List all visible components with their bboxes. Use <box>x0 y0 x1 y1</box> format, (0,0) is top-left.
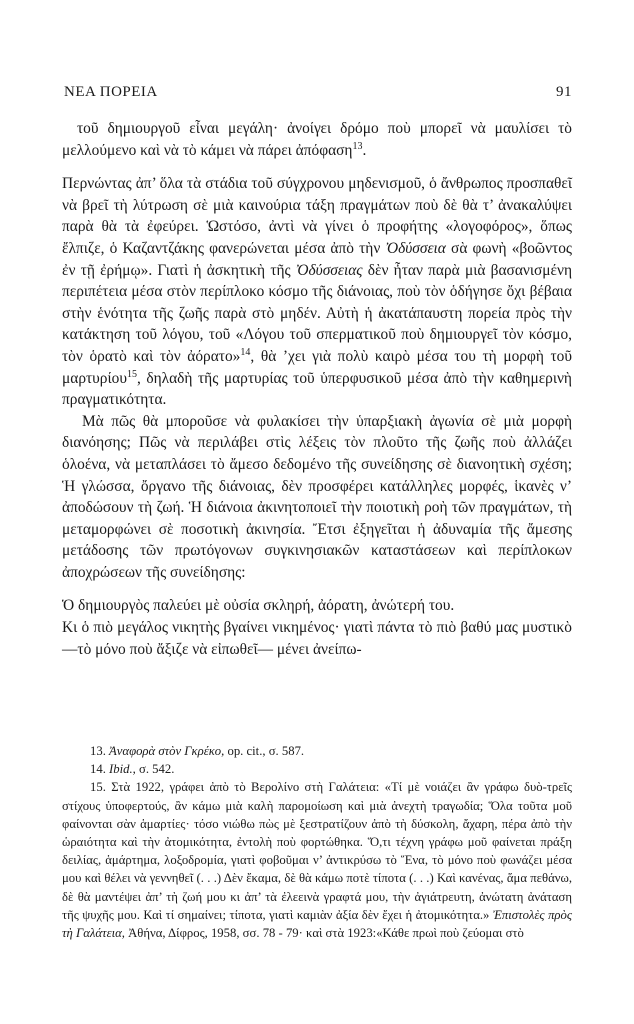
paragraph-text: δὲν ἦταν παρὰ μιὰ βασανισμένη περιπέτεια μέσα στὸν περίπλοκο κόσμο τῆς διάνοιας, ποὺ τὸν ὁδήγησε ὄχι βέβαια στὴν ἑνότητα τῆς ζωῆς παρὰ στὸ μηδέν. Αὐτὴ ἡ ἀκατάπαυστη πορεία πρὸς τὴν κατάκτηση τοῦ λόγου, τοῦ «Λόγου τοῦ σπερματικοῦ ποὺ δημιουργεῖ τὸν κόσμο, τὸν ὁρατὸ καὶ τὸν ἀόρατο» <box>62 261 572 365</box>
footnote-separator <box>62 733 572 735</box>
quote-line: Κι ὁ πιὸ μεγάλος νικητὴς βγαίνει νικημένος· γιατὶ πάντα τὸ πιὸ βαθύ μας μυστικὸ —τὸ μόνο ποὺ ἄξιζε νὰ εἰπωθεῖ— μένει ἀνείπω- <box>62 619 572 658</box>
page-number: 91 <box>556 84 572 100</box>
footnote-ref-15[interactable]: 15 <box>126 368 137 380</box>
footnote-ref-14[interactable]: 14 <box>240 346 251 358</box>
footnote-ref-13[interactable]: 13 <box>352 140 363 152</box>
main-text <box>62 118 572 660</box>
footnote-title: Ἀναφορὰ στὸν Γκρέκο, <box>109 744 225 758</box>
footnote-number: 13. <box>90 744 106 758</box>
footnote-13 <box>62 742 572 760</box>
footnote-text: σ. 542. <box>135 762 175 777</box>
running-title: ΝΕΑ ΠΟΡΕΙΑ <box>64 84 158 100</box>
footnote-14 <box>62 760 572 778</box>
running-header <box>64 84 572 108</box>
quote-line: Ὁ δημιουργὸς παλεύει μὲ οὐσία σκληρή, ἀόρατη, ἀνώτερή του. <box>62 597 455 615</box>
book-title: Ὀδύσσεια <box>385 239 446 257</box>
book-title: Ὀδύσσειας <box>295 261 363 279</box>
paragraph <box>62 173 572 411</box>
footnote-ibid: Ibid., <box>109 762 136 777</box>
footnote-title: Ἐπιστολὲς πρὸς τὴ Γαλάτεια, <box>62 907 573 941</box>
footnote-text: op. cit., σ. 587. <box>224 744 305 758</box>
footnote-text: 15. Στὰ 1922, γράφει ἀπὸ τὸ Βερολίνο στὴ Γαλάτεια: «Τί μὲ νοιάζει ἂν γράφω δυὸ-τρεῖς στίχους ὑποφερτούς, ἂν κάμω μιὰ καλὴ παρομοίωση καὶ μιὰ ἀνεχτὴ τραγωδία; Ὅλα τοῦτα μοῦ φαίνονται σὰν ἁμαρτίες· τόσο νιώθω πὼς μὲ ξεστρατίζουν ἀπὸ τὴ δύσκολη, ἄχαρη, πέρα ἀπὸ τὴν ὡραιότητα καὶ τὴν ἀτομικότητα, ἐντολὴ ποὺ φορτώθηκα. Ὅ,τι τέχνη γράφω μοῦ φαίνεται πράξη δειλίας, ἁμάρτημα, λοξοδρομία, γιατὶ φοβοῦμαι ν’ ἀντικρύσω τὸ Ἕνα, τὸ μόνο ποὺ φωνάζει μέσα μου καὶ θέλει νὰ γεννηθεῖ (. . .) Δὲν ἔκαμα, δὲ θὰ κάμω ποτὲ τίποτα (. . .) Καὶ κανένας, ἅμα πεθάνω, δὲ θὰ μαντέψει ἀπ’ τὴ ζωή μου κι ἀπ’ τὰ ἐλεεινὰ γραφτά μου, τὴν ἀγιάτρευτη, ἀνώτατη ἀνάταση τῆς ψυχῆς μου. Καὶ τί σημαίνει; τίποτα, γιατὶ καμιὰν ἀξία δὲν ἔχει ἡ ἀτομικότητα.» <box>62 780 572 922</box>
footnotes <box>62 742 572 942</box>
paragraph-text-end: . <box>362 141 367 159</box>
paragraph-text: , θὰ ’χει γιὰ πολὺ καιρὸ μέσα του τὴ μορφὴ τοῦ μαρτυρίου <box>62 347 572 387</box>
paragraph-text: , δηλαδὴ τῆς μαρτυρίας τοῦ ὑπερφυσικοῦ μέσα ἀπὸ τὴν καθημερινὴ πραγματικότητα. <box>62 369 572 409</box>
paragraph-text: σὰ φωνὴ «βοῶντος ἐν τῇ ἐρήμῳ». Γιατὶ ἡ ἀσκητικὴ τῆς <box>62 239 572 279</box>
paragraph-text: τοῦ δημιουργοῦ εἶναι μεγάλη· ἀνοίγει δρόμο ποὺ μπορεῖ νὰ μαυλίσει τὸ μελλούμενο καὶ νὰ τὸ κάμει νὰ πάρει ἀπόφαση <box>62 120 572 159</box>
paragraph-continued <box>62 118 572 161</box>
block-quote <box>62 595 572 660</box>
footnote-text: Ἀθήνα, Δίφρος, 1958, σσ. 78 - 79· καὶ στὰ 1923:«Κάθε πρωὶ ποὺ ζεύομαι στὸ <box>124 926 524 941</box>
paragraph: Μὰ πῶς θὰ μποροῦσε νὰ φυλακίσει τὴν ὑπαρξιακὴ ἀγωνία σὲ μιὰ μορφὴ διανόησης; Πῶς νὰ περιλάβει στὶς λέξεις τὸν πλοῦτο τῆς ζωῆς ποὺ ἀλλάζει ὁλοένα, νὰ μεταπλάσει τὸ ἄμεσο δεδομένο τῆς συνείδησης σὲ διανοητικὴ σχέση; Ἡ γλώσσα, ὄργανο τῆς διάνοιας, δὲν προσφέρει κατάλληλες μορφές, ἱκανὲς ν’ ἀποδώσουν τὴ ζωή. Ἡ διάνοια ἀκινητοποιεῖ τὴν ποιοτικὴ ροὴ τῶν πραγμάτων, τὴ μεταμορφώνει σὲ ποσοτικὴ ἀκινησία. Ἔτσι ἐξηγεῖται ἡ ἀδυναμία τῆς ἄμεσης μετάδοσης τῶν πρωτόγονων συγκινησιακῶν καταστάσεων καὶ περίπλοκων ἀποχρώσεων τῆς συνείδησης: <box>62 412 572 581</box>
paragraph-text: Περνώντας ἀπ’ ὅλα τὰ στάδια τοῦ σύγχρονου μηδενισμοῦ, ὁ ἄνθρωπος προσπαθεῖ νὰ βρεῖ τὴ λύτρωση σὲ μιὰ καινούρια τάξη πραγμάτων ποὺ δὲ θὰ τ’ ἀνακαλύψει παρὰ θὰ τὰ ἐφεύρει. Ὡστόσο, ἀντὶ νὰ γίνει ὁ προφήτης «λογοφόρος», ὅπως ἔλπιζε, ὁ Καζαντζάκης φανερώνεται μέσα ἀπὸ τὴν <box>62 175 572 257</box>
footnote-15 <box>62 778 572 942</box>
footnote-number: 14. <box>90 762 106 777</box>
